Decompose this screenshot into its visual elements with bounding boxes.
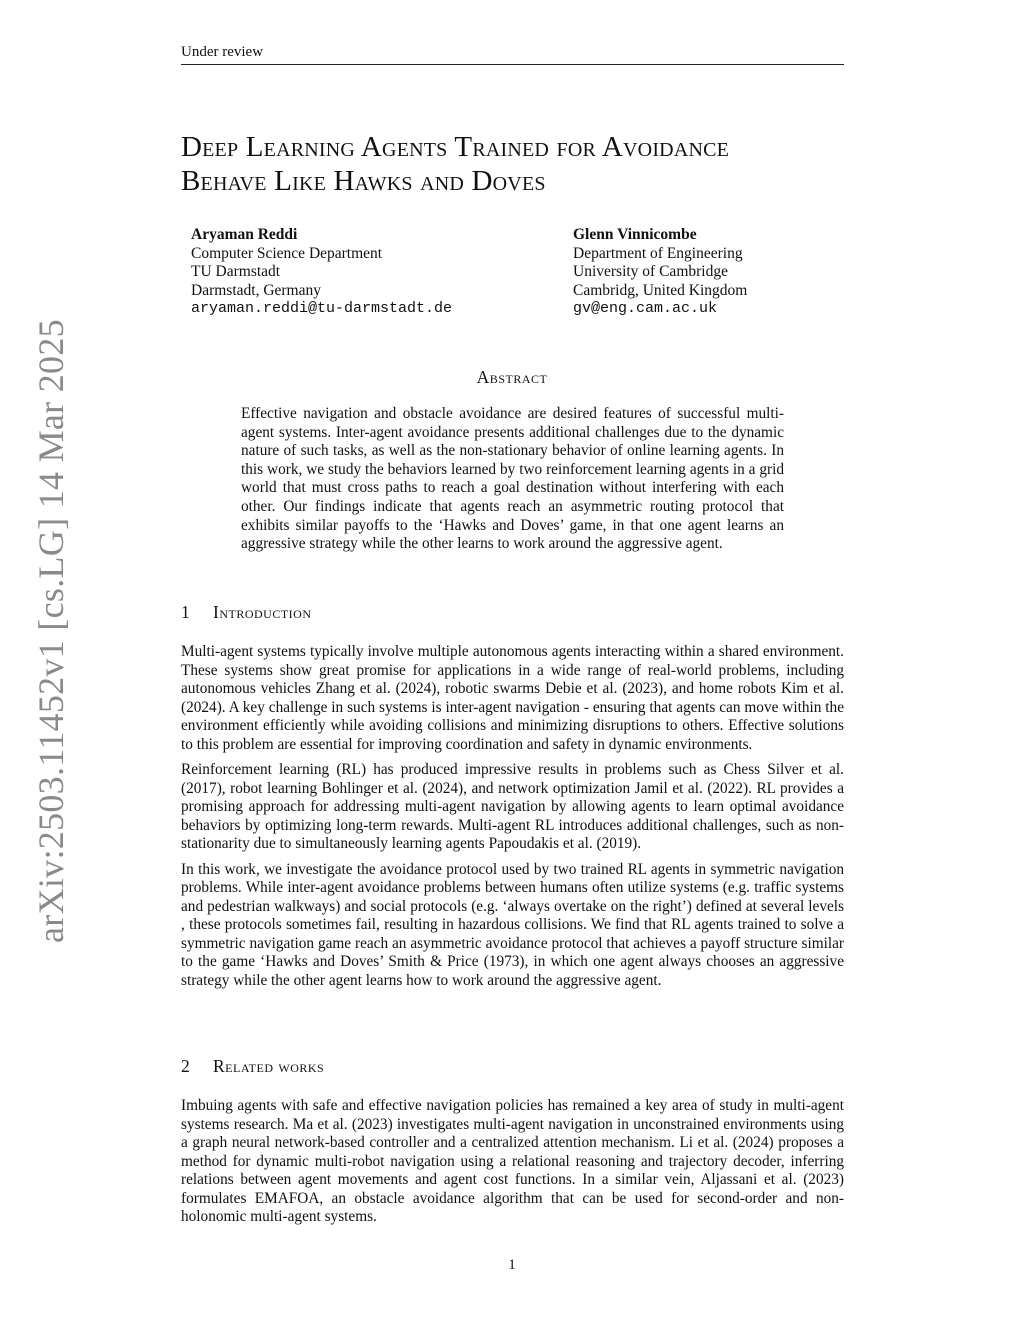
running-head: Under review [181, 44, 844, 65]
arxiv-stamp: arXiv:2503.11452v1 [cs.LG] 14 Mar 2025 [31, 319, 71, 943]
author-email[interactable]: gv@eng.cam.ac.uk [573, 300, 718, 318]
author-name: Glenn Vinnicombe [573, 226, 697, 243]
author-block-2 [573, 226, 747, 319]
author-name: Aryaman Reddi [191, 226, 298, 243]
paragraph: Imbuing agents with safe and effective navigation policies has remained a key area of study in multi-agent systems research. Ma et al. (2023) investigates multi-agent navigation in unconstrained environments using a graph neural network-based controller and a centralized attention mechanism. Li et al. (2024) proposes a method for dynamic multi-robot navigation using a relational reasoning and trajectory decoder, inferring relations between agent movements and agent cost functions. In a similar vein, Aljassani et al. (2023) formulates EMAFOA, an obstacle avoidance algorithm that can be used for second-order and non-holonomic multi-agent systems. [181, 1097, 844, 1225]
author-institution: TU Darmstadt [191, 263, 281, 281]
section-heading-introduction [181, 602, 312, 623]
abstract-text: Effective navigation and obstacle avoidance are desired features of successful multi-agent systems. Inter-agent avoidance presents additional challenges due to the dynamic nature of such tasks, as well as the non-stationary behavior of online learning agents. In this work, we study the behaviors learned by two reinforcement learning agents in a grid world that must cross paths to reach a goal destination without interfering with each other. Our findings indicate that agents reach an asymmetric routing protocol that exhibits similar payoffs to the ‘Hawks and Doves’ game, in that one agent learns an aggressive strategy while the other learns to work around the aggressive agent. [241, 405, 784, 553]
paragraph: Multi-agent systems typically involve multiple autonomous agents interacting within a shared environment. These systems show great promise for applications in a wide range of real-world problems, including autonomous vehicles Zhang et al. (2024), robotic swarms Debie et al. (2023), and home robots Kim et al. (2024). A key challenge in such systems is inter-agent navigation - ensuring that agents can move within the environment efficiently while avoiding collisions and minimizing disruptions to others. Effective solutions to this problem are essential for improving coordination and safety in dynamic environments. [181, 643, 844, 753]
author-block-1 [191, 226, 452, 319]
paper-title [181, 130, 861, 198]
title-line-1: Deep Learning Agents Trained for Avoidance [181, 131, 730, 163]
paragraph: Reinforcement learning (RL) has produced impressive results in problems such as Chess Silver et al. (2017), robot learning Bohlinger et al. (2024), and network optimization Jamil et al. (2022). RL provides a promising approach for addressing multi-agent navigation by allowing agents to learn optimal avoidance behaviors by optimizing long-term rewards. Multi-agent RL introduces additional challenges, such as non-stationarity due to simultaneously learning agents Papoudakis et al. (2019). [181, 761, 844, 852]
author-location: Cambridg, United Kingdom [573, 281, 748, 299]
section-number: 2 [181, 1056, 191, 1076]
section-title: Related works [213, 1056, 325, 1076]
page-number: 1 [508, 1257, 516, 1273]
related-works-body [181, 1097, 844, 1234]
title-line-2: Behave Like Hawks and Doves [181, 165, 546, 197]
author-email[interactable]: aryaman.reddi@tu-darmstadt.de [191, 300, 453, 318]
section-heading-related-works [181, 1056, 324, 1077]
section-number: 1 [181, 602, 191, 622]
abstract-heading: Abstract [476, 367, 548, 387]
introduction-body [181, 643, 844, 997]
author-department: Department of Engineering [573, 244, 743, 262]
author-location: Darmstadt, Germany [191, 281, 321, 299]
author-institution: University of Cambridge [573, 263, 728, 281]
author-department: Computer Science Department [191, 244, 383, 262]
section-title: Introduction [213, 602, 312, 622]
paragraph: In this work, we investigate the avoidance protocol used by two trained RL agents in symmetric navigation problems. While inter-agent avoidance problems between humans often utilize systems (e.g. traffic systems and pedestrian walkways) and social protocols (e.g. ‘always overtake on the right’) defined at several levels , these protocols sometimes fail, resulting in hazardous collisions. We find that RL agents trained to solve a symmetric navigation game reach an asymmetric avoidance protocol that achieves a payoff structure similar to the game ‘Hawks and Doves’ Smith & Price (1973), in which one agent always chooses an aggressive strategy while the other agent learns how to work around the aggressive agent. [181, 860, 844, 989]
